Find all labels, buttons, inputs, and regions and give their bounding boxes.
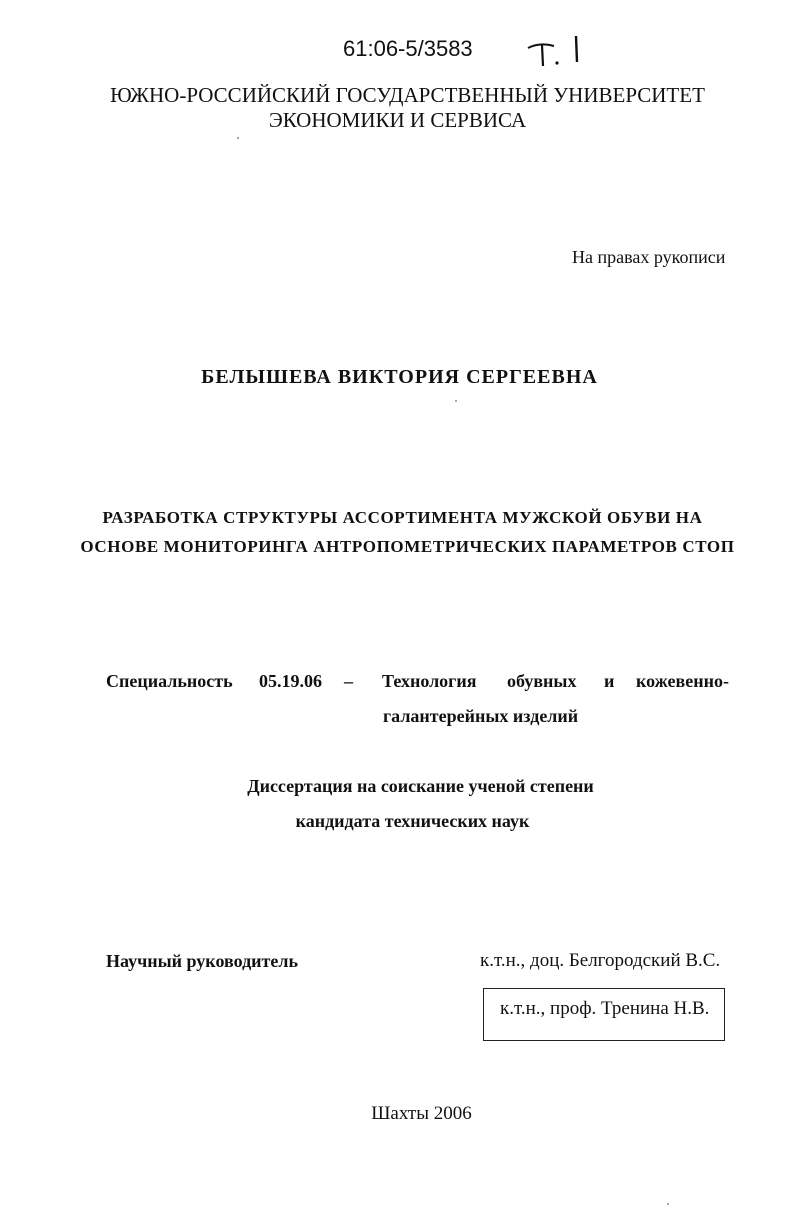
author-name: БЕЛЫШЕВА ВИКТОРИЯ СЕРГЕЕВНА <box>201 366 598 388</box>
degree-line-2: кандидата технических наук <box>295 811 530 831</box>
specialty-word: и <box>604 671 615 691</box>
place-and-year: Шахты 2006 <box>371 1103 472 1124</box>
manuscript-rights-note: На правах рукописи <box>572 247 726 267</box>
specialty-line-2: галантерейных изделий <box>383 706 579 726</box>
specialty-label: Специальность <box>106 671 233 691</box>
scan-speck <box>667 1203 669 1205</box>
university-name-line-1: ЮЖНО-РОССИЙСКИЙ ГОСУДАРСТВЕННЫЙ УНИВЕРСИТЕТ <box>110 83 705 107</box>
supervisor-name-1: к.т.н., доц. Белгородский В.С. <box>480 950 721 971</box>
degree-line-1: Диссертация на соискание ученой степени <box>247 776 594 796</box>
specialty-code: 05.19.06 <box>259 671 322 691</box>
supervisor-label: Научный руководитель <box>106 951 298 971</box>
scan-speck <box>237 137 239 139</box>
scan-speck <box>455 400 457 402</box>
specialty-word: кожевенно- <box>636 671 729 691</box>
university-name-line-2: ЭКОНОМИКИ И СЕРВИСА <box>268 108 527 132</box>
archive-stamp-code: 61:06-5/3583 <box>343 36 473 61</box>
specialty-word: обувных <box>507 671 577 691</box>
handwritten-volume-note <box>526 32 586 72</box>
supervisor-name-2: к.т.н., проф. Тренина Н.В. <box>500 998 710 1019</box>
dissertation-title-line-2: ОСНОВЕ МОНИТОРИНГА АНТРОПОМЕТРИЧЕСКИХ ПАРАМЕТРОВ СТОП <box>80 537 735 556</box>
specialty-dash: – <box>344 671 353 691</box>
dissertation-title-line-1: РАЗРАБОТКА СТРУКТУРЫ АССОРТИМЕНТА МУЖСКОЙ ОБУВИ НА <box>102 508 703 527</box>
specialty-word: Технология <box>382 671 477 691</box>
